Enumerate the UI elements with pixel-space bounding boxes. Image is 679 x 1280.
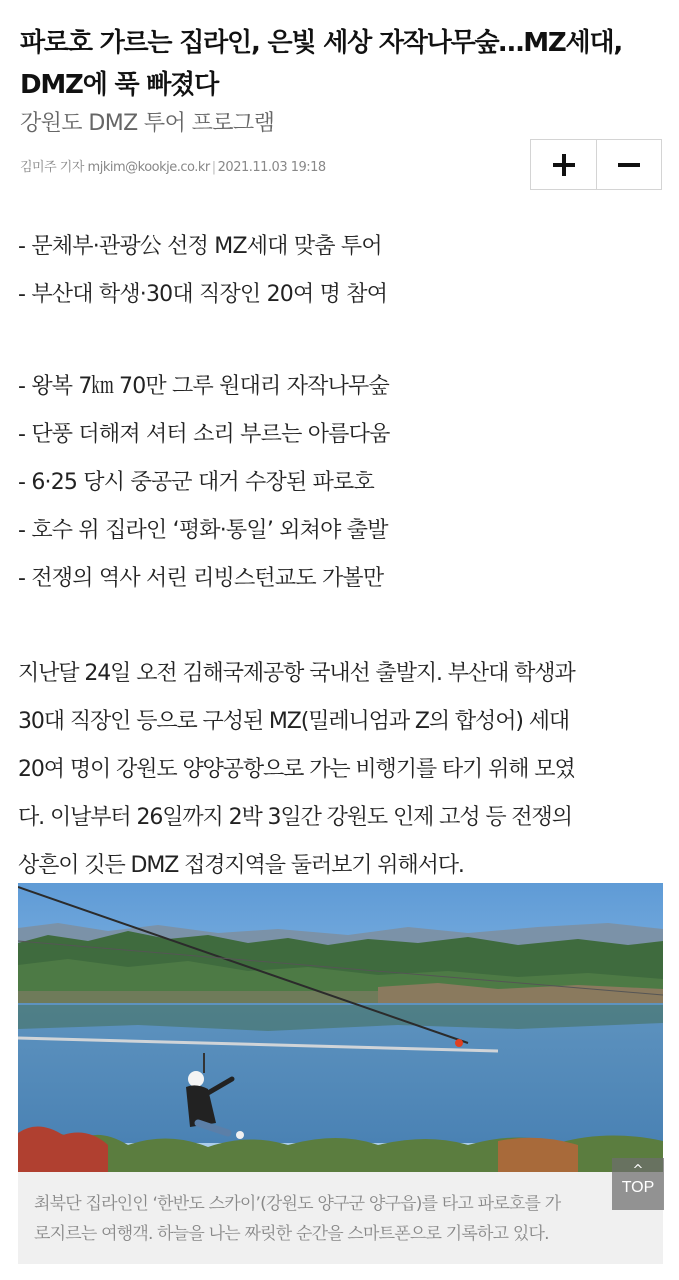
body-line: 다. 이날부터 26일까지 2박 3일간 강원도 인제 고성 등 전쟁의 <box>18 805 572 830</box>
summary-item: - 6·25 당시 중공군 대거 수장된 파로호 <box>18 470 374 495</box>
plus-icon <box>551 152 577 178</box>
body-line: 20여 명이 강원도 양양공항으로 가는 비행기를 타기 위해 모였 <box>18 757 575 782</box>
article-subtitle: 강원도 DMZ 투어 프로그램 <box>20 111 275 136</box>
byline-separator: | <box>211 160 216 175</box>
publish-datetime: 2021.11.03 19:18 <box>217 160 326 175</box>
scroll-to-top-button[interactable] <box>612 1158 664 1210</box>
summary-item: - 왕복 7㎞ 70만 그루 원대리 자작나무숲 <box>18 374 389 399</box>
summary-item: - 부산대 학생·30대 직장인 20여 명 참여 <box>18 282 388 307</box>
font-size-controls <box>530 139 662 190</box>
photo-caption <box>18 1172 663 1264</box>
headline-line: 파로호 가르는 집라인, 은빛 세상 자작나무숲…MZ세대, <box>20 28 623 58</box>
headline-line: DMZ에 푹 빠졌다 <box>20 70 218 100</box>
top-label: TOP <box>621 1179 655 1196</box>
minus-icon <box>616 152 642 178</box>
caption-line: 로지르는 여행객. 하늘을 나는 짜릿한 순간을 스마트폰으로 기록하고 있다. <box>34 1224 549 1244</box>
summary-list-1 <box>18 223 663 319</box>
zipline-lake-photo <box>18 883 663 1173</box>
summary-list-2 <box>18 363 663 603</box>
summary-item: - 단풍 더해져 셔터 소리 부르는 아름다움 <box>18 422 390 447</box>
article-photo <box>18 883 663 1173</box>
author-email: 김미주 기자 mjkim@kookje.co.kr <box>20 160 210 175</box>
font-increase-button[interactable] <box>531 140 596 189</box>
font-decrease-button[interactable] <box>596 140 661 189</box>
summary-item: - 전쟁의 역사 서린 리빙스턴교도 가볼만 <box>18 566 384 591</box>
caption-line: 최북단 집라인인 ‘한반도 스카이’(강원도 양구군 양구읍)를 타고 파로호를 가 <box>34 1194 561 1214</box>
article-body <box>18 650 663 890</box>
article-headline <box>20 22 665 106</box>
summary-item: - 호수 위 집라인 ‘평화·통일’ 외쳐야 출발 <box>18 518 388 543</box>
body-line: 30대 직장인 등으로 구성된 MZ(밀레니엄과 Z의 합성어) 세대 <box>18 709 570 734</box>
body-line: 지난달 24일 오전 김해국제공항 국내선 출발지. 부산대 학생과 <box>18 661 575 686</box>
summary-item: - 문체부·관광公 선정 MZ세대 맞춤 투어 <box>18 234 382 259</box>
arrow-up-icon: ^ <box>632 1163 644 1178</box>
article-byline <box>20 158 326 178</box>
body-line: 상흔이 깃든 DMZ 접경지역을 둘러보기 위해서다. <box>18 853 464 878</box>
